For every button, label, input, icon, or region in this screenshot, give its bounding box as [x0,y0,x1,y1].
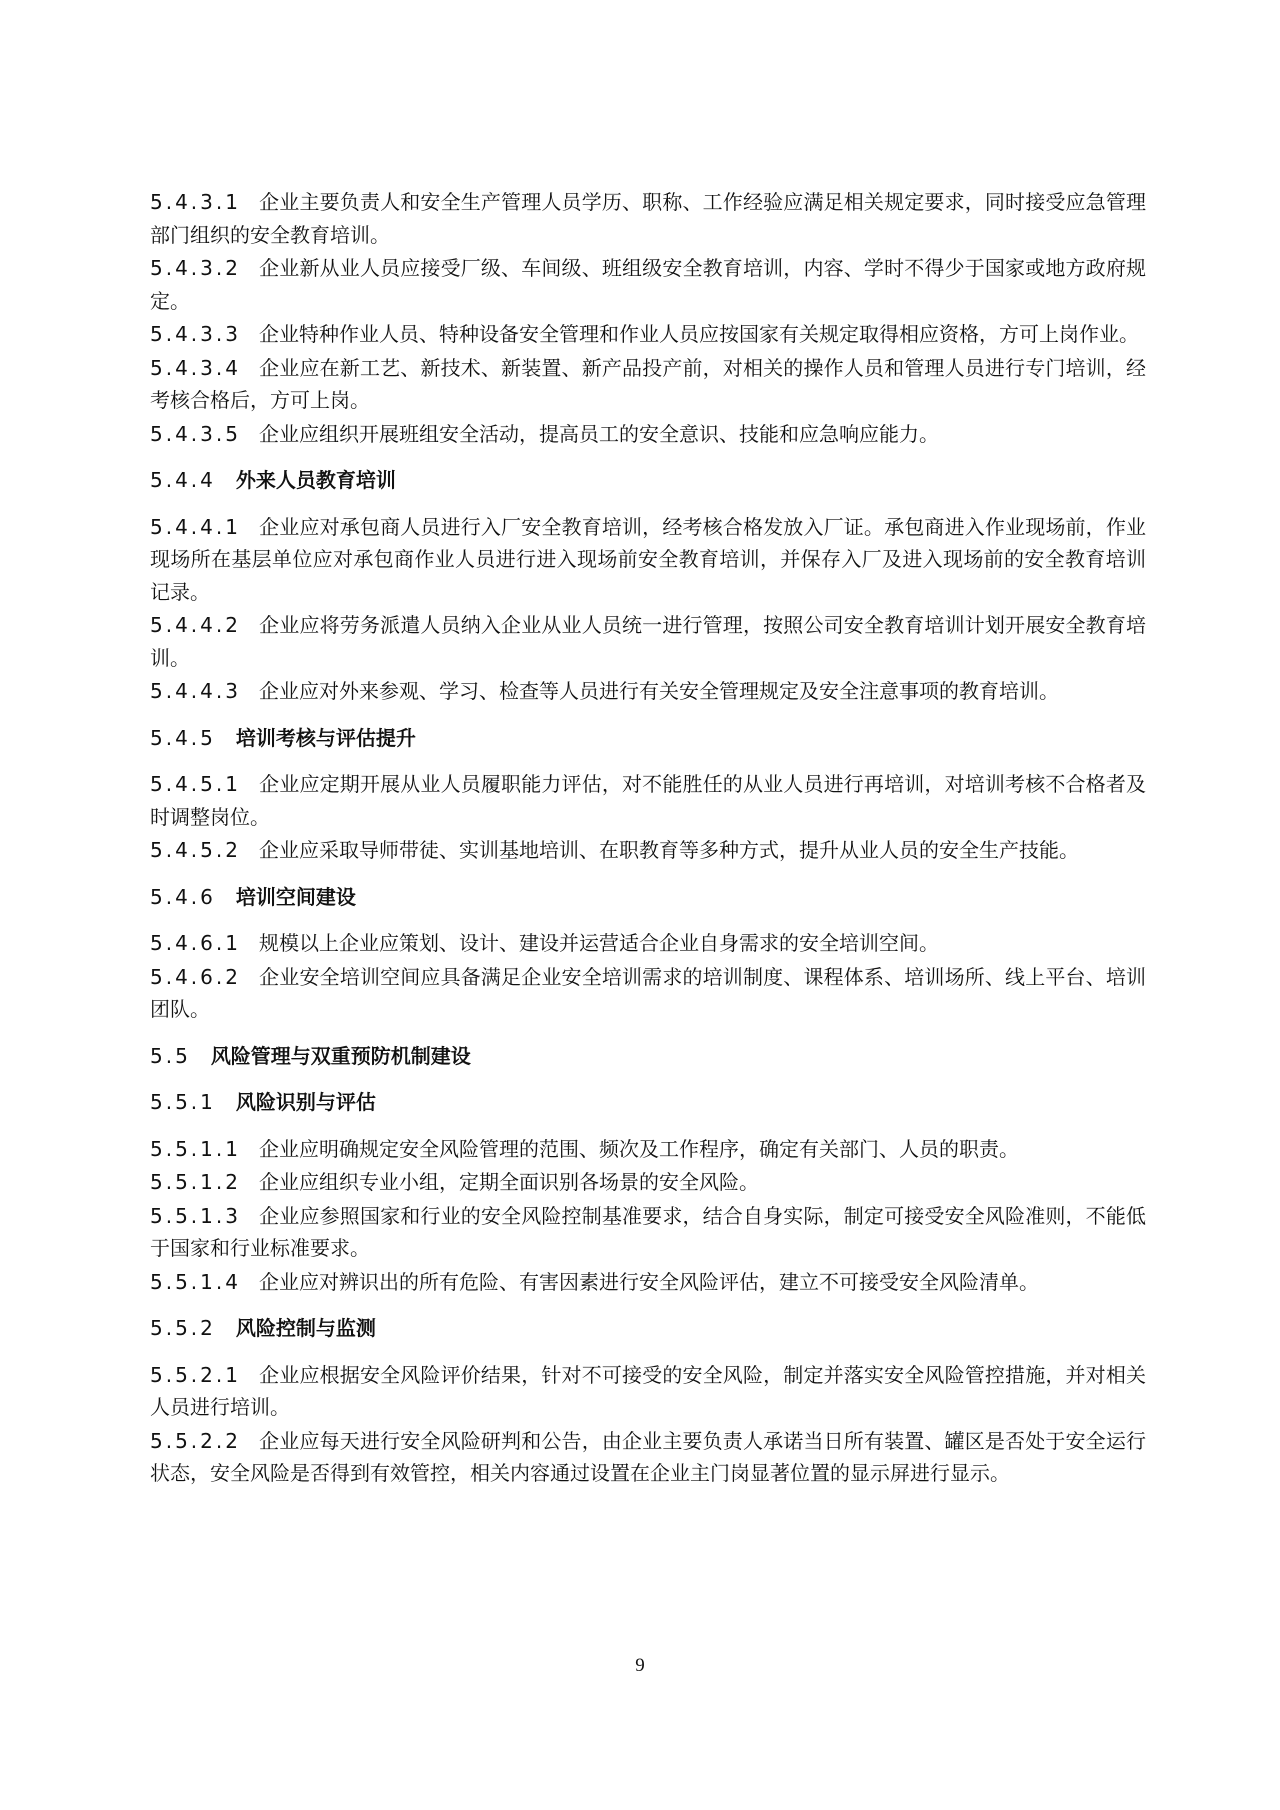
clause-text: 企业应定期开展从业人员履职能力评估，对不能胜任的从业人员进行再培训，对培训考核不合格者及时调整岗位。 [150,772,1146,829]
clause-number: 5.4.4.3 [150,679,241,703]
clause-paragraph [150,252,1146,317]
clause-text: 企业应将劳务派遣人员纳入企业从业人员统一进行管理，按照公司安全教育培训计划开展安全教育培训。 [150,613,1146,670]
clause-text: 企业应组织开展班组安全活动，提高员工的安全意识、技能和应急响应能力。 [258,421,939,446]
clause-paragraph [150,961,1146,1026]
clause-text: 企业安全培训空间应具备满足企业安全培训需求的培训制度、课程体系、培训场所、线上平台、培训团队。 [150,964,1146,1021]
clause-number: 5.4.5 [150,725,216,750]
clause-text: 企业应组织专业小组，定期全面识别各场景的安全风险。 [258,1170,759,1194]
clause-number: 5.5.1.2 [150,1170,241,1194]
section-heading [150,464,1146,497]
document-body [150,186,1146,1491]
clause-text: 企业应对承包商人员进行入厂安全教育培训，经考核合格发放入厂证。承包商进入作业现场前，作业现场所在基层单位应对承包商作业人员进行进入现场前安全教育培训，并保存入厂及进入现场前的安全教育培训记录。 [150,514,1146,604]
clause-number: 5.4.6.2 [150,964,241,989]
clause-number: 5.4.4.1 [150,514,241,539]
clause-text: 企业应对外来参观、学习、检查等人员进行有关安全管理规定及安全注意事项的教育培训。 [258,679,1059,703]
clause-number: 5.5.1.4 [150,1269,241,1294]
heading-text: 培训考核与评估提升 [235,725,416,750]
clause-paragraph [150,511,1146,609]
clause-number: 5.5 [150,1043,191,1068]
clause-paragraph [150,1200,1146,1265]
heading-text: 外来人员教育培训 [235,468,396,492]
clause-text: 企业应采取导师带徒、实训基地培训、在职教育等多种方式，提升从业人员的安全生产技能。 [258,838,1079,862]
heading-text: 培训空间建设 [235,884,356,909]
clause-number: 5.4.3.5 [150,421,241,446]
clause-text: 规模以上企业应策划、设计、建设并运营适合企业自身需求的安全培训空间。 [258,931,939,955]
clause-text: 企业主要负责人和安全生产管理人员学历、职称、工作经验应满足相关规定要求，同时接受应急管理部门组织的安全教育培训。 [150,190,1146,247]
section-heading [150,722,1146,755]
clause-number: 5.4.5.1 [150,772,241,796]
clause-text: 企业新从业人员应接受厂级、车间级、班组级安全教育培训，内容、学时不得少于国家或地方政府规定。 [150,256,1146,313]
clause-number: 5.5.1 [150,1090,216,1114]
clause-number: 5.5.2.2 [150,1428,241,1453]
clause-text: 企业应在新工艺、新技术、新装置、新产品投产前，对相关的操作人员和管理人员进行专门培训，经考核合格后，方可上岗。 [150,355,1146,412]
clause-number: 5.4.3.2 [150,256,241,280]
heading-text: 风险控制与监测 [235,1316,376,1340]
clause-paragraph [150,834,1146,867]
clause-paragraph [150,1266,1146,1299]
clause-text: 企业应参照国家和行业的安全风险控制基准要求，结合自身实际，制定可接受安全风险准则，不能低于国家和行业标准要求。 [150,1203,1146,1260]
clause-paragraph [150,768,1146,833]
section-heading [150,1086,1146,1119]
clause-paragraph [150,318,1146,351]
clause-paragraph [150,675,1146,708]
clause-number: 5.4.3.4 [150,355,241,380]
clause-number: 5.4.3.3 [150,322,241,346]
clause-number: 5.4.3.1 [150,190,241,214]
clause-number: 5.4.5.2 [150,838,241,862]
clause-paragraph [150,609,1146,674]
clause-number: 5.4.6.1 [150,931,241,955]
heading-text: 风险识别与评估 [235,1090,376,1114]
clause-paragraph [150,1166,1146,1199]
clause-paragraph [150,352,1146,417]
clause-number: 5.5.1.1 [150,1136,241,1161]
section-heading [150,1040,1146,1073]
heading-text: 风险管理与双重预防机制建设 [210,1043,471,1068]
clause-text: 企业应根据安全风险评价结果，针对不可接受的安全风险，制定并落实安全风险管控措施，并对相关人员进行培训。 [150,1362,1146,1419]
clause-paragraph [150,418,1146,451]
clause-number: 5.4.4 [150,468,216,492]
clause-text: 企业应对辨识出的所有危险、有害因素进行安全风险评估，建立不可接受安全风险清单。 [258,1269,1039,1294]
clause-text: 企业特种作业人员、特种设备安全管理和作业人员应按国家有关规定取得相应资格，方可上岗作业。 [258,322,1139,346]
clause-number: 5.5.2.1 [150,1362,241,1387]
clause-text: 企业应明确规定安全风险管理的范围、频次及工作程序，确定有关部门、人员的职责。 [258,1136,1019,1161]
clause-paragraph [150,1425,1146,1490]
clause-paragraph [150,1359,1146,1424]
clause-text: 企业应每天进行安全风险研判和公告，由企业主要负责人承诺当日所有装置、罐区是否处于安全运行状态，安全风险是否得到有效管控，相关内容通过设置在企业主门岗显著位置的显示屏进行显示。 [150,1428,1146,1485]
clause-paragraph [150,186,1146,251]
clause-number: 5.5.2 [150,1316,216,1340]
page-number: 9 [635,1655,645,1676]
clause-number: 5.4.4.2 [150,613,241,637]
clause-number: 5.4.6 [150,884,216,909]
clause-number: 5.5.1.3 [150,1203,241,1228]
clause-paragraph [150,1133,1146,1166]
clause-paragraph [150,927,1146,960]
section-heading [150,1312,1146,1345]
section-heading [150,881,1146,914]
